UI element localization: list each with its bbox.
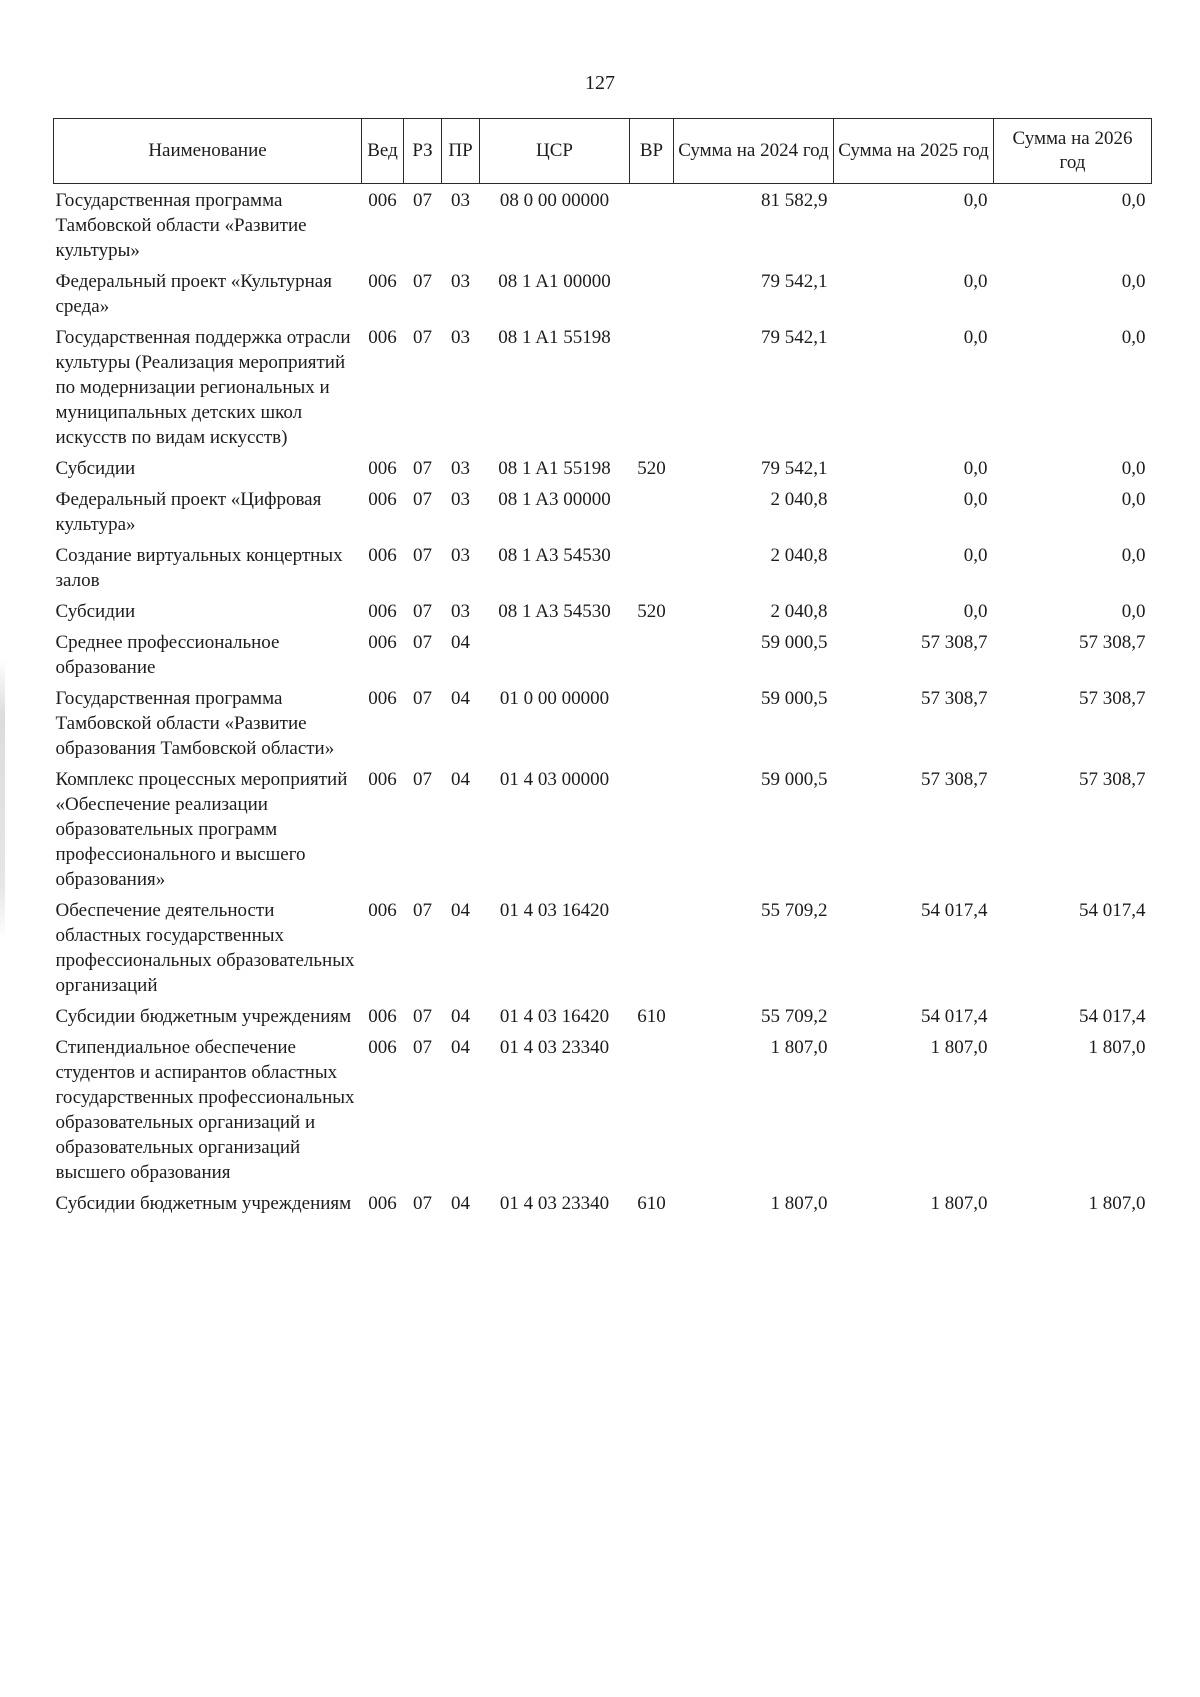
row-csr — [480, 626, 630, 682]
row-sum-2026: 54 017,4 — [1079, 1006, 1146, 1027]
header-row — [54, 119, 1152, 184]
row-sum-2026: 0,0 — [1121, 327, 1146, 348]
row-pr: 03 — [451, 458, 470, 479]
row-csr: 01 4 03 16420 — [499, 900, 610, 921]
row-rz: 07 — [413, 1193, 432, 1214]
row-csr: 01 4 03 23340 — [499, 1037, 610, 1058]
row-sum-2026: 57 308,7 — [1079, 769, 1146, 790]
table-row — [54, 539, 1152, 595]
row-ved: 006 — [368, 190, 397, 211]
table-row — [54, 184, 1152, 266]
row-vr: 520 — [637, 601, 666, 622]
row-sum-2024: 81 582,9 — [761, 190, 828, 211]
row-pr: 04 — [451, 1037, 470, 1058]
row-rz: 07 — [413, 1037, 432, 1058]
table-row — [54, 452, 1152, 483]
row-vr — [630, 265, 674, 321]
table-row — [54, 595, 1152, 626]
row-rz: 07 — [413, 271, 432, 292]
row-name: Обеспечение деятельности областных государственных профессиональных образовательных организаций — [55, 900, 355, 996]
page-number: 127 — [585, 72, 615, 94]
row-pr: 03 — [451, 545, 470, 566]
row-sum-2025: 57 308,7 — [921, 688, 988, 709]
row-name: Государственная поддержка отрасли культуры (Реализация мероприятий по модернизации региональных и муниципальных детских школ искусств по видам искусств) — [55, 327, 351, 448]
row-sum-2025: 54 017,4 — [921, 900, 988, 921]
row-sum-2024: 79 542,1 — [761, 271, 828, 292]
row-sum-2025: 0,0 — [963, 489, 988, 510]
header-csr: ЦСР — [480, 119, 630, 184]
budget-table-container — [53, 118, 1151, 1218]
row-pr: 03 — [451, 327, 470, 348]
row-ved: 006 — [368, 769, 397, 790]
row-ved: 006 — [368, 601, 397, 622]
row-vr — [630, 682, 674, 763]
table-body — [54, 184, 1152, 1219]
row-rz: 07 — [413, 327, 432, 348]
row-csr: 08 1 A1 55198 — [498, 458, 611, 479]
row-ved: 006 — [368, 1037, 397, 1058]
row-sum-2024: 55 709,2 — [761, 1006, 828, 1027]
row-sum-2025: 0,0 — [963, 327, 988, 348]
row-pr: 04 — [451, 900, 470, 921]
row-name: Создание виртуальных концертных залов — [55, 545, 343, 591]
row-ved: 006 — [368, 900, 397, 921]
table-row — [54, 763, 1152, 894]
row-sum-2024: 59 000,5 — [761, 632, 828, 653]
row-ved: 006 — [368, 688, 397, 709]
row-sum-2025: 0,0 — [963, 601, 988, 622]
row-sum-2025: 0,0 — [963, 458, 988, 479]
row-vr — [630, 626, 674, 682]
row-rz: 07 — [413, 601, 432, 622]
table-row — [54, 626, 1152, 682]
row-name: Субсидии — [55, 458, 136, 479]
row-sum-2025: 57 308,7 — [921, 632, 988, 653]
row-sum-2025: 1 807,0 — [930, 1193, 988, 1214]
row-sum-2026: 54 017,4 — [1079, 900, 1146, 921]
header-rz: РЗ — [404, 119, 442, 184]
header-ved: Вед — [362, 119, 404, 184]
row-sum-2026: 1 807,0 — [1088, 1193, 1146, 1214]
header-vr: ВР — [630, 119, 674, 184]
table-row — [54, 265, 1152, 321]
row-rz: 07 — [413, 769, 432, 790]
row-ved: 006 — [368, 1006, 397, 1027]
row-pr: 03 — [451, 271, 470, 292]
row-sum-2025: 0,0 — [963, 545, 988, 566]
row-sum-2025: 0,0 — [963, 190, 988, 211]
row-pr: 04 — [451, 688, 470, 709]
row-csr: 08 1 A3 00000 — [498, 489, 611, 510]
row-name: Государственная программа Тамбовской области «Развитие культуры» — [55, 190, 307, 261]
row-name: Государственная программа Тамбовской области «Развитие образования Тамбовской области» — [55, 688, 335, 759]
row-sum-2026: 0,0 — [1121, 601, 1146, 622]
row-ved: 006 — [368, 545, 397, 566]
row-vr — [630, 483, 674, 539]
row-csr: 01 4 03 16420 — [499, 1006, 610, 1027]
row-csr: 08 1 A1 55198 — [498, 327, 611, 348]
row-sum-2024: 2 040,8 — [770, 489, 828, 510]
header-pr: ПР — [442, 119, 480, 184]
row-sum-2024: 59 000,5 — [761, 688, 828, 709]
row-csr: 01 4 03 00000 — [499, 769, 610, 790]
budget-table — [53, 118, 1152, 1218]
row-sum-2025: 0,0 — [963, 271, 988, 292]
row-vr — [630, 321, 674, 452]
row-csr: 08 1 A3 54530 — [498, 545, 611, 566]
row-sum-2026: 57 308,7 — [1079, 632, 1146, 653]
row-rz: 07 — [413, 900, 432, 921]
row-sum-2024: 1 807,0 — [770, 1037, 828, 1058]
row-ved: 006 — [368, 327, 397, 348]
table-header — [54, 119, 1152, 184]
row-csr: 08 1 A1 00000 — [498, 271, 611, 292]
row-name: Субсидии — [55, 601, 136, 622]
table-row — [54, 483, 1152, 539]
row-sum-2024: 2 040,8 — [770, 601, 828, 622]
row-rz: 07 — [413, 489, 432, 510]
row-vr: 520 — [637, 458, 666, 479]
header-sum-2024: Сумма на 2024 год — [674, 119, 834, 184]
scan-edge-shadow — [0, 660, 5, 940]
table-row — [54, 1031, 1152, 1187]
row-csr: 01 4 03 23340 — [499, 1193, 610, 1214]
row-sum-2024: 2 040,8 — [770, 545, 828, 566]
row-name: Субсидии бюджетным учреждениям — [55, 1193, 352, 1214]
row-sum-2025: 54 017,4 — [921, 1006, 988, 1027]
row-ved: 006 — [368, 1193, 397, 1214]
row-vr — [630, 184, 674, 266]
row-rz: 07 — [413, 688, 432, 709]
row-vr — [630, 1031, 674, 1187]
row-pr: 03 — [451, 489, 470, 510]
row-sum-2024: 59 000,5 — [761, 769, 828, 790]
row-vr: 610 — [637, 1193, 666, 1214]
row-sum-2026: 1 807,0 — [1088, 1037, 1146, 1058]
row-vr: 610 — [637, 1006, 666, 1027]
row-ved: 006 — [368, 271, 397, 292]
row-sum-2024: 55 709,2 — [761, 900, 828, 921]
row-sum-2026: 0,0 — [1121, 271, 1146, 292]
row-sum-2024: 1 807,0 — [770, 1193, 828, 1214]
row-sum-2024: 79 542,1 — [761, 458, 828, 479]
row-rz: 07 — [413, 458, 432, 479]
row-ved: 006 — [368, 458, 397, 479]
row-pr: 04 — [451, 769, 470, 790]
table-row — [54, 682, 1152, 763]
row-sum-2026: 0,0 — [1121, 545, 1146, 566]
row-name: Стипендиальное обеспечение студентов и аспирантов областных государственных профессиональных образовательных организаций и образовательных организаций высшего образования — [55, 1037, 355, 1183]
row-sum-2025: 1 807,0 — [930, 1037, 988, 1058]
row-ved: 006 — [368, 489, 397, 510]
table-row — [54, 894, 1152, 1000]
header-name: Наименование — [54, 119, 362, 184]
row-pr: 04 — [451, 1006, 470, 1027]
row-sum-2026: 0,0 — [1121, 190, 1146, 211]
header-sum-2026: Сумма на 2026 год — [994, 119, 1152, 184]
row-sum-2026: 0,0 — [1121, 489, 1146, 510]
header-sum-2025: Сумма на 2025 год — [834, 119, 994, 184]
row-name: Федеральный проект «Цифровая культура» — [55, 489, 322, 535]
row-csr: 01 0 00 00000 — [499, 688, 610, 709]
row-pr: 03 — [451, 601, 470, 622]
row-sum-2025: 57 308,7 — [921, 769, 988, 790]
row-sum-2024: 79 542,1 — [761, 327, 828, 348]
table-row — [54, 1187, 1152, 1218]
row-vr — [630, 763, 674, 894]
row-csr: 08 1 A3 54530 — [498, 601, 611, 622]
row-name: Субсидии бюджетным учреждениям — [55, 1006, 352, 1027]
row-csr: 08 0 00 00000 — [499, 190, 610, 211]
row-name: Федеральный проект «Культурная среда» — [55, 271, 332, 317]
row-name: Среднее профессиональное образование — [55, 632, 280, 678]
row-rz: 07 — [413, 632, 432, 653]
table-row — [54, 1000, 1152, 1031]
row-vr — [630, 894, 674, 1000]
row-pr: 04 — [451, 1193, 470, 1214]
row-ved: 006 — [368, 632, 397, 653]
row-pr: 03 — [451, 190, 470, 211]
row-pr: 04 — [451, 632, 470, 653]
row-rz: 07 — [413, 1006, 432, 1027]
row-vr — [630, 539, 674, 595]
table-row — [54, 321, 1152, 452]
row-name: Комплекс процессных мероприятий «Обеспечение реализации образовательных программ профессионального и высшего образования» — [55, 769, 348, 890]
row-rz: 07 — [413, 545, 432, 566]
row-rz: 07 — [413, 190, 432, 211]
row-sum-2026: 57 308,7 — [1079, 688, 1146, 709]
row-sum-2026: 0,0 — [1121, 458, 1146, 479]
